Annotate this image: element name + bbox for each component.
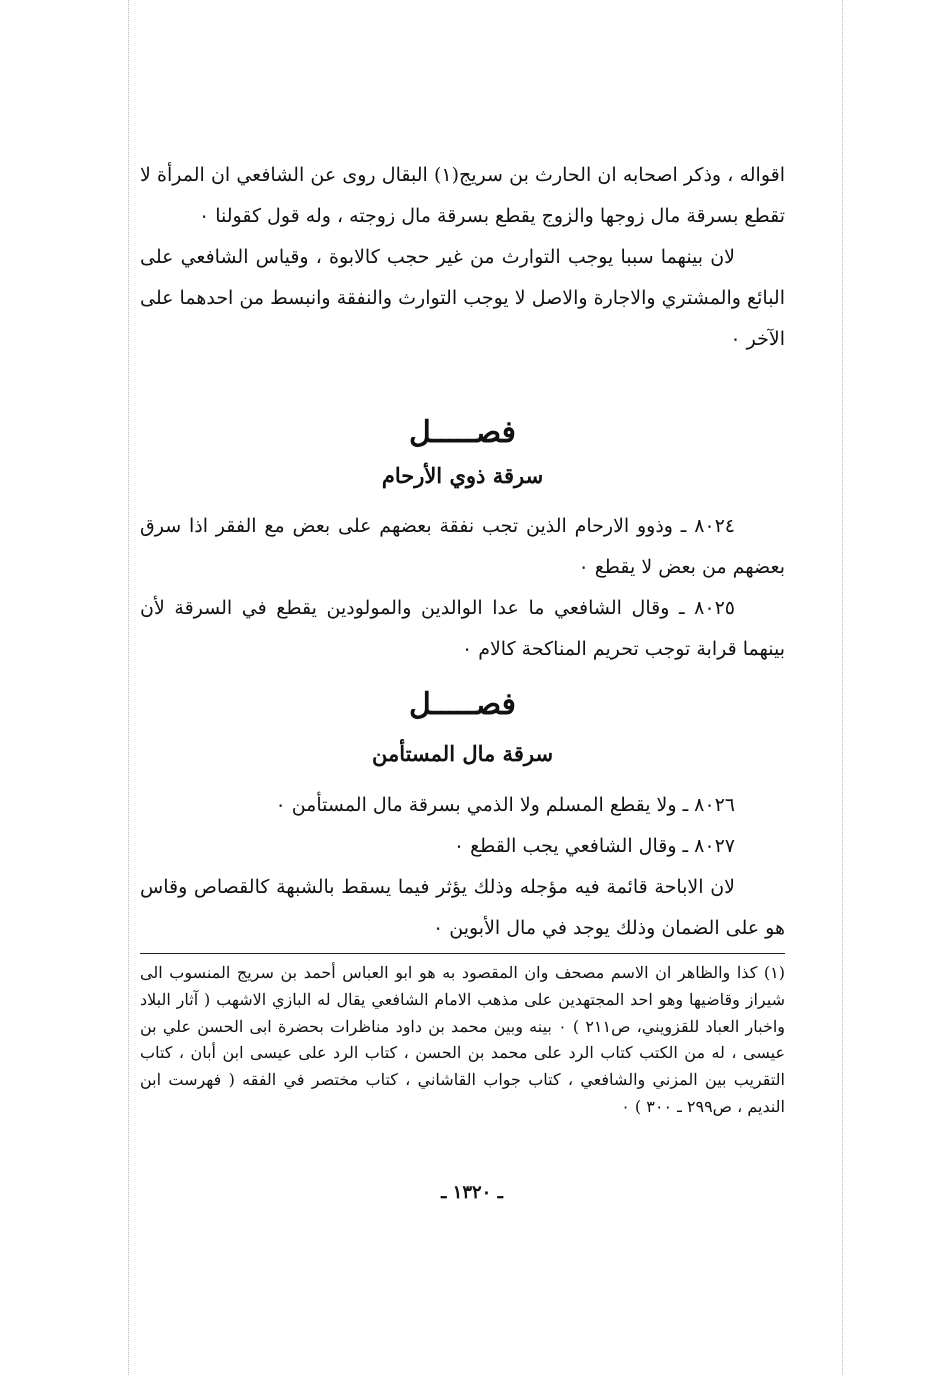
footnote: (١) كذا والظاهر ان الاسم مصحف وان المقصود به هو ابو العباس أحمد بن سريج المنسوب الى شيراز وقاضيها وهو احد المجتهدين على مذهب الامام الشافعي يقال له البازي الاشهب ( آثار البلاد واخبار العباد للقزويني، ص٢١١ ) ٠ بينه وبين محمد بن داود مناظرات بحضرة ابى الحسن علي بن عيسى ، له من الكتب كتاب الرد على محمد بن الحسن ، كتاب الرد على عيسى ابن أبان ، كتاب التقريب بين المزني والشافعي ، كتاب جواب القاشاني ، كتاب مختصر في الفقه ( فهرست ابن النديم ، ص٢٩٩ ـ ٣٠٠ ) ٠ bbox=[140, 963, 786, 1116]
scan-margin-line bbox=[128, 0, 129, 1375]
main-text bbox=[140, 155, 785, 360]
scan-margin-line bbox=[842, 0, 843, 1375]
section-1-body bbox=[140, 506, 785, 670]
body-paragraph: اقواله ، وذكر اصحابه ان الحارث بن سريج(١) البقال روى عن الشافعي ان المرأة لا تقطع بسرقة مال زوجها والزوج يقطع بسرقة مال زوجته ، وله قول كقولنا ٠ bbox=[140, 164, 785, 227]
footnotes bbox=[140, 960, 785, 1121]
numbered-paragraph: ٨٠٢٦ ـ ولا يقطع المسلم ولا الذمي بسرقة مال المستأمن ٠ bbox=[275, 794, 735, 816]
section-title: سرقة مال المستأمن bbox=[371, 741, 554, 766]
section-2-body bbox=[140, 785, 785, 949]
page-number: ـ ١٣٢٠ ـ bbox=[441, 1182, 503, 1203]
section-heading: فصـــــل bbox=[408, 687, 517, 722]
section-1 bbox=[140, 410, 785, 496]
body-paragraph: لان بينهما سببا يوجب التوارث من غير حجب كالابوة ، وقياس الشافعي على البائع والمشتري والاجارة والاصل لا يوجب التوارث والنفقة وانبسط من احدهما على الآخر ٠ bbox=[140, 246, 785, 350]
body-paragraph: لان الاباحة قائمة فيه مؤجله وذلك يؤثر فيما يسقط بالشبهة كالقصاص وقاس هو على الضمان وذلك يوجد في مال الأبوين ٠ bbox=[140, 876, 785, 939]
footnote-separator bbox=[140, 953, 785, 954]
numbered-paragraph: ٨٠٢٤ ـ وذوو الارحام الذين تجب نفقة بعضهم على بعض مع الفقر اذا سرق بعضهم من بعض لا يقطع ٠ bbox=[140, 515, 785, 578]
section-heading: فصـــــل bbox=[408, 415, 517, 450]
numbered-paragraph: ٨٠٢٧ ـ وقال الشافعي يجب القطع ٠ bbox=[453, 835, 735, 857]
numbered-paragraph: ٨٠٢٥ ـ وقال الشافعي ما عدا الوالدين والمولودين يقطع في السرقة لأن بينهما قرابة توجب تحريم المناكحة كالام ٠ bbox=[140, 597, 785, 660]
section-title: سرقة ذوي الأرحام bbox=[381, 463, 544, 488]
section-2 bbox=[140, 682, 785, 774]
